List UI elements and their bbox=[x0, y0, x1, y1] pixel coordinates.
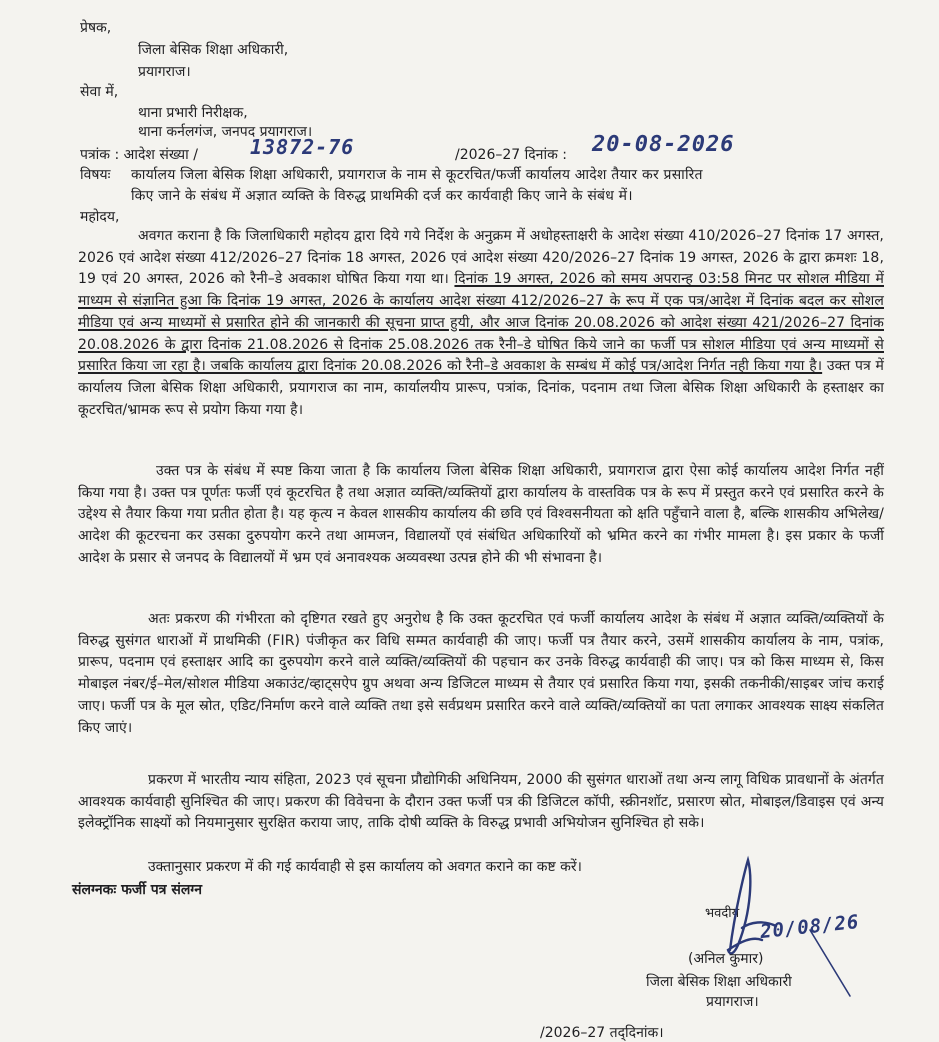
paragraph-1-underlined: दिनांक 19 अगस्त, 2026 को समय अपरान्ह 03:58 मिनट पर सोशल मीडिया में माध्यम से संज्ञानित हुआ कि दिनांक 19 अगस्त, 2026 के कार्यालय आदेश संख्या 412/2026–27 के रूप में एक पत्र/आदेश में दिनांक बदल कर सोशल मीडिया एवं अन्य माध्यमों से प्रसारित होने की जानकारी की सूचना प्राप्त हुयी, और आज दिनांक 20.08.2026 को आदेश संख्या 421/2026–27 दिनांक 20.08.2026 के द्वारा दिनांक 21.08.2026 से दिनांक 25.08.2026 तक रैनी–डे घोषित किये जाने का फर्जी पत्र सोशल मीडिया एवं अन्य माध्यमों से प्रसारित किया जा रहा है। जबकि कार्यालय द्वारा दिनांक 20.08.2026 को रैनी–डे अवकाश के सम्बंध में कोई पत्र/आदेश निर्गत नही किया गया है। bbox=[78, 271, 884, 375]
closing-yours: भवदीय bbox=[705, 906, 740, 921]
paragraph-1-tail: उक्त पत्र में कार्यालय जिला बेसिक शिक्षा अधिकारी, प्रयागराज का नाम, कार्यालयीय प्रारूप, पत्रांक, दिनांक, पदनाम तथा जिला बेसिक शिक्षा अधिकारी के हस्ताक्षर का कूटरचित/भ्रामक रूप से प्रयोग किया गया है। bbox=[78, 358, 884, 418]
reference-date-label: /2026–27 दिनांक : bbox=[455, 147, 567, 163]
recipient-label: सेवा में, bbox=[80, 84, 119, 100]
recipient-designation: थाना प्रभारी निरीक्षक, bbox=[138, 105, 248, 121]
sender-designation: जिला बेसिक शिक्षा अधिकारी, bbox=[138, 42, 289, 58]
paragraph-1 bbox=[78, 226, 884, 421]
signatory-name: (अनिल कुमार) bbox=[688, 951, 764, 967]
sender-city: प्रयागराज। bbox=[138, 64, 191, 80]
salutation: महोदय, bbox=[80, 209, 120, 225]
paragraph-1-lead: अवगत कराना है कि जिलाधिकारी महोदय द्वारा दिये गये निर्देश के अनुक्रम में अधोहस्ताक्षरी के आदेश संख्या 410/2026–27 दिनांक 17 अगस्त, 2026 एवं आदेश संख्या 412/2026–27 दिनांक 18 अगस्त, 2026 एवं आदेश संख्या 420/2026–27 दिनांक 19 अगस्त, 2026 के द्वारा क्रमशः 18, 19 एवं 20 अगस्त, 2026 को रैनी–डे अवकाश घोषित किया गया था। bbox=[78, 228, 884, 288]
paragraph-5: उक्तानुसार प्रकरण में की गई कार्यवाही से इस कार्यालय को अवगत कराने का कष्ट करें। bbox=[148, 859, 582, 875]
footer-reference-cut: /2026–27 तद्‌दिनांक। bbox=[540, 1025, 664, 1041]
reference-number-handwritten: 13872-76 bbox=[250, 135, 355, 159]
signatory-designation: जिला बेसिक शिक्षा अधिकारी bbox=[646, 974, 792, 990]
recipient-address: थाना कर्नलगंज, जनपद प्रयागराज। bbox=[138, 124, 313, 140]
signatory-city: प्रयागराज। bbox=[706, 994, 759, 1010]
paragraph-4: प्रकरण में भारतीय न्याय संहिता, 2023 एवं सूचना प्रौद्योगिकी अधिनियम, 2000 की सुसंगत धाराओं तथा अन्य लागू विधिक प्रावधानों के अंतर्गत आवश्यक कार्यवाही सुनिश्चित की जाए। प्रकरण की विवेचना के दौरान उक्त फर्जी पत्र की डिजिटल कॉपी, स्क्रीनशॉट, प्रसारण स्रोत, मोबाइल/डिवाइस एवं अन्य इलेक्ट्रॉनिक साक्ष्यों को नियमानुसार सुरक्षित कराया जाए, ताकि दोषी व्यक्ति के विरुद्ध प्रभावी अभियोजन सुनिश्चित हो सके। bbox=[78, 772, 884, 832]
subject-label: विषयः bbox=[80, 167, 111, 183]
paragraph-3: अतः प्रकरण की गंभीरता को दृष्टिगत रखते हुए अनुरोध है कि उक्त कूटरचित एवं फर्जी कार्यालय आदेश के संबंध में अज्ञात व्यक्ति/व्यक्तियों के विरुद्ध सुसंगत धाराओं में प्राथमिकी (FIR) पंजीकृत कर विधि सम्मत कार्यवाही की जाए। फर्जी पत्र तैयार करने, उसमें शासकीय कार्यालय के नाम, पत्रांक, प्रारूप, पदनाम एवं हस्ताक्षर आदि का दुरुपयोग करने वाले व्यक्ति/व्यक्तियों की पहचान कर उनके विरुद्ध कार्यवाही की जाए। पत्र को किस माध्यम से, किस मोबाइल नंबर/ई–मेल/सोशल मीडिया अकाउंट/व्हाट्सऐप ग्रुप अथवा अन्य डिजिटल माध्यम से तैयार एवं प्रसारित किया गया, इसकी तकनीकी/साइबर जांच कराई जाए। फर्जी पत्र के मूल स्रोत, एडिट/निर्माण करने वाले व्यक्ति तथा इसे सर्वप्रथम प्रसारित करने वाले व्यक्ति/व्यक्तियों का पता लगाकर आवश्यक साक्ष्य संकलित किए जाएं। bbox=[78, 611, 884, 736]
paragraph-2: उक्त पत्र के संबंध में स्पष्ट किया जाता है कि कार्यालय जिला बेसिक शिक्षा अधिकारी, प्रयागराज द्वारा ऐसा कोई कार्यालय आदेश निर्गत नहीं किया गया है। उक्त पत्र पूर्णतः फर्जी एवं कूटरचित है तथा अज्ञात व्यक्ति/व्यक्तियों द्वारा कार्यालय के वास्तविक पत्र के रूप में प्रस्तुत करने एवं प्रसारित करने के उद्देश्य से तैयार किया गया प्रतीत होता है। यह कृत्य न केवल शासकीय कार्यालय की छवि एवं विश्वसनीयता को क्षति पहुँचाने वाला है, बल्कि शासकीय अभिलेख/आदेश की कूटरचना कर उसका दुरुपयोग करने तथा आमजन, विद्यालयों एवं संबंधित अधिकारियों को भ्रमित करने का गंभीर मामला है। इस प्रकार के फर्जी आदेश के प्रसार से जनपद के विद्यालयों में भ्रम एवं अनावश्यक अव्यवस्था उत्पन्न होने की भी संभावना है। bbox=[78, 463, 884, 566]
reference-date-handwritten: 20-08-2026 bbox=[592, 132, 735, 157]
subject-line-2: किए जाने के संबंध में अज्ञात व्यक्ति के विरुद्ध प्राथमिकी दर्ज कर कार्यवाही किए जाने के संबंध में। bbox=[131, 188, 633, 204]
reference-prefix: पत्रांक : आदेश संख्या / bbox=[80, 147, 198, 163]
enclosure-note: संलग्नकः फर्जी पत्र संलग्न bbox=[72, 882, 203, 898]
signature-date-handwritten: 20/08/26 bbox=[759, 910, 861, 944]
sender-label: प्रेषक, bbox=[80, 20, 112, 36]
subject-line-1: कार्यालय जिला बेसिक शिक्षा अधिकारी, प्रयागराज के नाम से कूटरचित/फर्जी कार्यालय आदेश तैयार कर प्रसारित bbox=[131, 167, 703, 183]
